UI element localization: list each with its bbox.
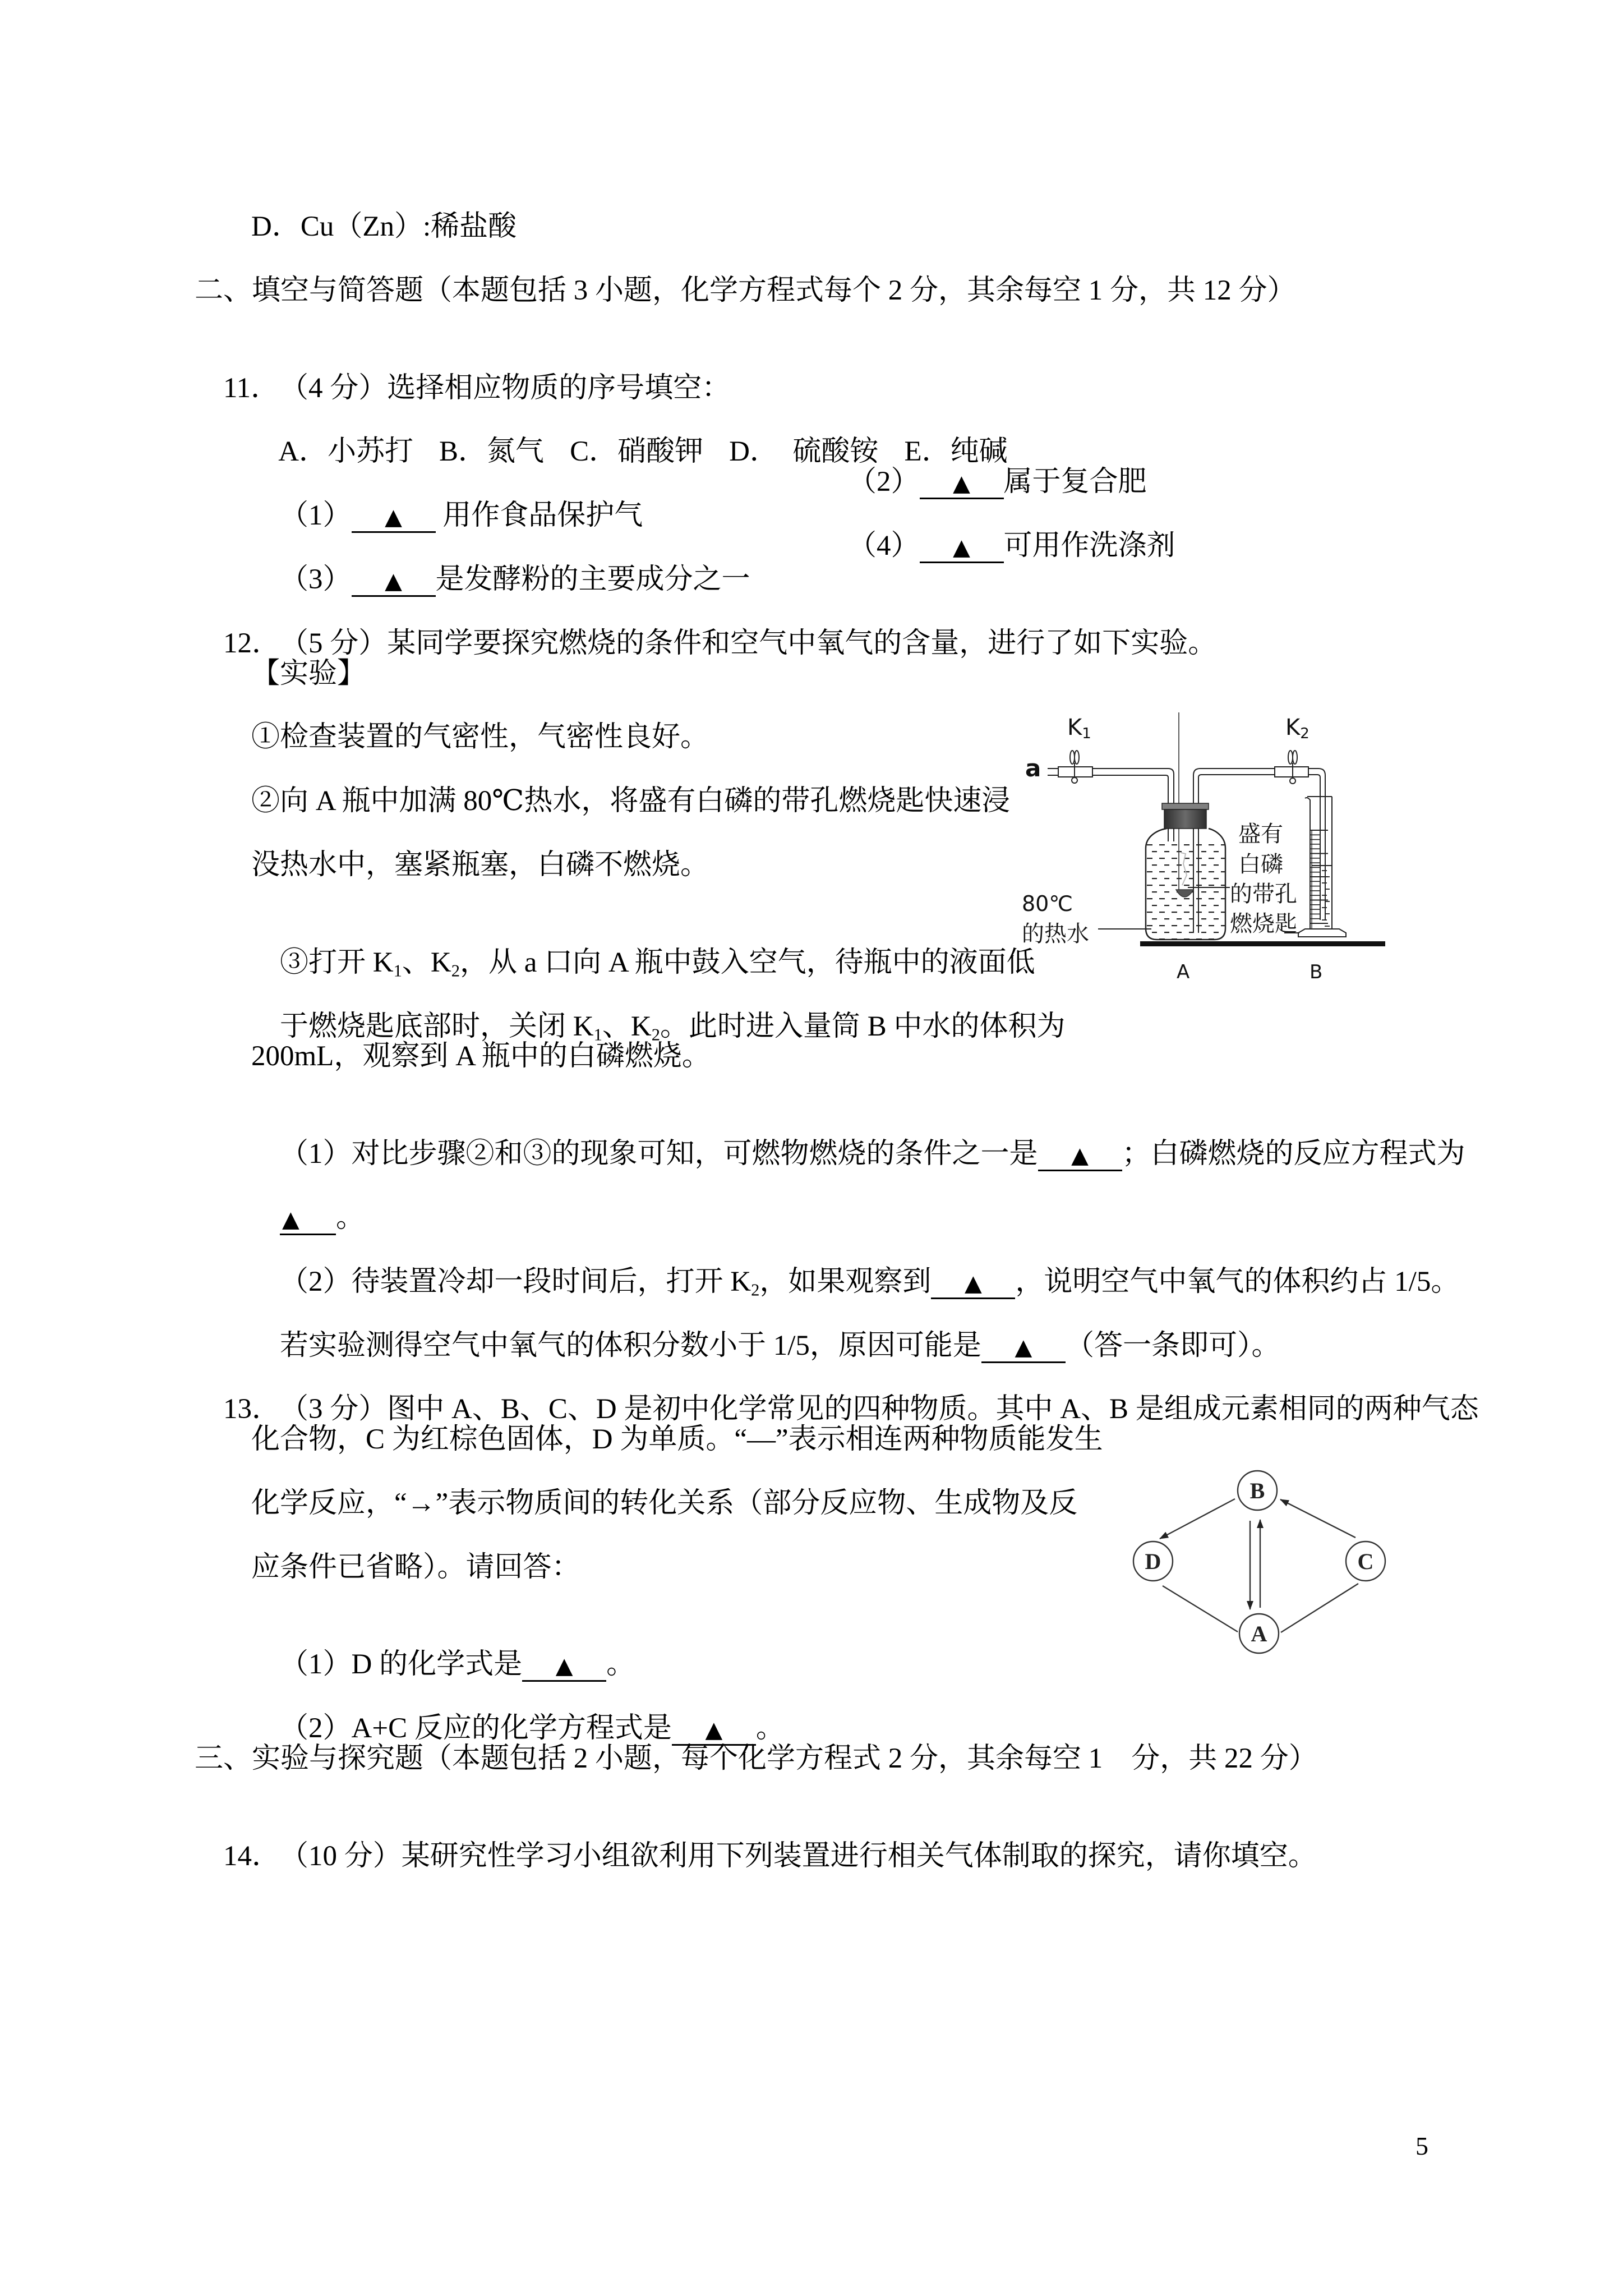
- q12-sub2-line-1: [251, 1231, 1460, 1300]
- q11-item-2: [848, 465, 1147, 499]
- text-segment: （2）A+C 反应的化学方程式是: [280, 1713, 672, 1744]
- q11-stem-line: [195, 338, 731, 404]
- q13-line-1: [195, 1359, 1479, 1425]
- apparatus-svg: [1009, 707, 1402, 987]
- q11-item-text: 可用作洗涤剂: [1003, 530, 1175, 562]
- node-b-label: B: [1249, 1478, 1265, 1503]
- q13-line-2: 化合物，C 为红棕色固体，D 为单质。“—”表示相连两种物质能发生: [251, 1424, 1103, 1455]
- q12-step-2-line-1: ②向 A 瓶中加满 80℃热水，将盛有白磷的带孔燃烧匙快速浸: [251, 785, 1011, 817]
- q13-number: 13．: [223, 1393, 281, 1425]
- combustion-apparatus-figure: [1009, 707, 1402, 987]
- q11-number: 11．: [223, 372, 280, 404]
- q11-options: [251, 401, 1008, 467]
- relation-svg: [1122, 1458, 1391, 1660]
- node-d-label: D: [1145, 1549, 1161, 1574]
- answer-blank: ▲: [352, 503, 436, 533]
- text-segment: 。: [336, 1202, 365, 1234]
- q12-sub2-line-2: [251, 1295, 1280, 1361]
- water-temp-label: 80℃: [1022, 891, 1073, 916]
- bottle-a-label: A: [1177, 961, 1190, 983]
- q12-step-3-line-3: 200mL，观察到 A 瓶中的白磷燃烧。: [251, 1041, 711, 1072]
- answer-blank: ▲: [931, 1269, 1015, 1299]
- q12-step-3-line-2: [251, 976, 1066, 1045]
- answer-blank: ▲: [1038, 1142, 1122, 1171]
- q11-option-b: B．氮气: [439, 436, 545, 467]
- k1-label: K1: [1067, 715, 1091, 742]
- q10-option-d: D．Cu（Zn）:稀盐酸: [251, 211, 517, 242]
- text-segment: ，如果观察到: [759, 1266, 932, 1297]
- q11-item-4: [848, 529, 1175, 563]
- q11-option-e: E．纯碱: [904, 436, 1008, 467]
- stopper-top: [1162, 803, 1209, 809]
- subscript: 2: [451, 961, 460, 981]
- substance-relation-diagram: [1122, 1458, 1391, 1660]
- q11-item-text: 属于复合肥: [1003, 466, 1147, 498]
- q11-item-label: （1）: [280, 500, 352, 531]
- q11-item-1: [280, 500, 643, 531]
- q12-step-2-line-2: 没热水中，塞紧瓶塞，白磷不燃烧。: [251, 849, 709, 881]
- q14-stem: （10 分）某研究性学习小组欲利用下列装置进行相关气体制取的探究，请你填空。: [280, 1841, 1317, 1872]
- text-segment: 于燃烧匙底部时，关闭 K: [280, 1011, 594, 1042]
- text-segment: 、K: [402, 947, 451, 978]
- spoon-label-line-2: 白磷: [1238, 852, 1283, 877]
- text-segment: 。: [755, 1713, 785, 1744]
- q11-item-text: 用作食品保护气: [435, 500, 643, 531]
- node-a-label: A: [1251, 1621, 1267, 1646]
- hot-water-label: 的热水: [1022, 921, 1089, 947]
- answer-blank: ▲: [280, 1205, 336, 1235]
- edge-a-c-reaction: [1281, 1584, 1358, 1632]
- q13-stem: （3 分）图中 A、B、C、D 是初中化学常见的四种物质。其中 A、B 是组成元素相同的两种气态: [280, 1393, 1479, 1425]
- q12-step-1: ①检查装置的气密性，气密性良好。: [251, 721, 709, 753]
- subscript: 2: [751, 1280, 760, 1300]
- q11-item-text: 是发酵粉的主要成分之一: [435, 564, 750, 595]
- subscript: 2: [651, 1025, 661, 1045]
- q11-option-c: C．硝酸钾: [570, 436, 704, 467]
- q11-option-a: A．小苏打: [278, 436, 414, 467]
- q11-items-row-2: [251, 529, 1429, 595]
- text-segment: ，从 a 口向 A 瓶中鼓入空气，待瓶中的液面低: [460, 947, 1035, 978]
- answer-blank: ▲: [920, 533, 1004, 563]
- section3-title: 三、实验与探究题（本题包括 2 小题，每个化学方程式 2 分，其余每空 1 分，共 22 分）: [195, 1743, 1317, 1774]
- spoon-label-line-1: 盛有: [1238, 821, 1283, 847]
- text-segment: ；白磷燃烧的反应方程式为: [1122, 1138, 1465, 1170]
- k2-label: K2: [1285, 715, 1310, 742]
- page-number: 5: [1415, 2132, 1428, 2160]
- clamp-k2: [1275, 751, 1308, 784]
- edge-b-to-d-arrow: [1160, 1499, 1235, 1539]
- text-segment: （答一条即可）。: [1065, 1330, 1280, 1361]
- edge-c-to-b-arrow: [1280, 1499, 1355, 1538]
- q12-number: 12．: [223, 628, 281, 659]
- answer-blank: ▲: [522, 1652, 606, 1682]
- text-segment: ，说明空气中氧气的体积约占 1/5。: [1015, 1266, 1460, 1297]
- q13-sub1: [251, 1614, 635, 1680]
- spoon-label-line-4: 燃烧匙: [1230, 911, 1297, 937]
- answer-blank: ▲: [672, 1716, 756, 1746]
- q12-sub1-line-2: [251, 1167, 365, 1234]
- answer-blank: ▲: [920, 470, 1004, 499]
- inlet-tube: [1048, 769, 1174, 841]
- subscript: 1: [593, 1025, 602, 1045]
- answer-blank: ▲: [981, 1333, 1066, 1363]
- edge-a-d-reaction: [1163, 1586, 1238, 1632]
- q11-item-label: （4）: [848, 530, 920, 562]
- text-segment: （1）D 的化学式是: [280, 1649, 523, 1680]
- q12-stem: （5 分）某同学要探究燃烧的条件和空气中氧气的含量，进行了如下实验。: [280, 628, 1217, 659]
- q14-stem-line: [195, 1806, 1317, 1872]
- q12-sub1-line-1: [251, 1103, 1465, 1170]
- q12-step-3-line-1: [251, 912, 1035, 981]
- q13-sub2: [251, 1678, 785, 1744]
- text-segment: 。: [606, 1649, 635, 1680]
- measuring-cylinder-b: [1298, 797, 1346, 937]
- text-segment: 若实验测得空气中氧气的体积分数小于 1/5，原因可能是: [280, 1330, 981, 1361]
- q11-item-label: （2）: [848, 466, 920, 498]
- q11-items-row-1: [251, 465, 1429, 531]
- q13-line-4: 应条件已省略）。请回答：: [251, 1552, 580, 1583]
- text-segment: 。此时进入量筒 B 中水的体积为: [660, 1011, 1066, 1042]
- text-segment: 、K: [602, 1011, 652, 1042]
- subscript: 1: [393, 961, 402, 981]
- q11-item-label: （3）: [280, 564, 352, 595]
- clamp-k1: [1058, 751, 1092, 783]
- q14-number: 14．: [223, 1841, 281, 1872]
- q12-stem-line: [195, 593, 1217, 659]
- base-plate: [1140, 941, 1385, 946]
- cylinder-b-label: B: [1310, 961, 1323, 983]
- q12-experiment-heading: 【实验】: [251, 658, 366, 689]
- q11-option-d: D． 硫酸铵: [729, 436, 879, 467]
- text-segment: （2）待装置冷却一段时间后，打开 K: [280, 1266, 751, 1297]
- q11-stem: （4 分）选择相应物质的序号填空：: [280, 372, 731, 404]
- text-segment: （1）对比步骤②和③的现象可知，可燃物燃烧的条件之一是: [280, 1138, 1038, 1170]
- spoon-label-line-3: 的带孔: [1230, 881, 1297, 907]
- section2-title: 二、填空与简答题（本题包括 3 小题，化学方程式每个 2 分，其余每空 1 分，共 12 分）: [195, 275, 1296, 306]
- q11-item-3: [280, 564, 750, 595]
- text-segment: ③打开 K: [280, 947, 394, 978]
- inlet-a-label: a: [1025, 754, 1041, 782]
- node-c-label: C: [1357, 1549, 1374, 1574]
- q13-line-3: 化学反应，“→”表示物质间的转化关系（部分反应物、生成物及反: [251, 1488, 1078, 1519]
- rubber-stopper: [1164, 809, 1206, 829]
- answer-blank: ▲: [352, 567, 436, 597]
